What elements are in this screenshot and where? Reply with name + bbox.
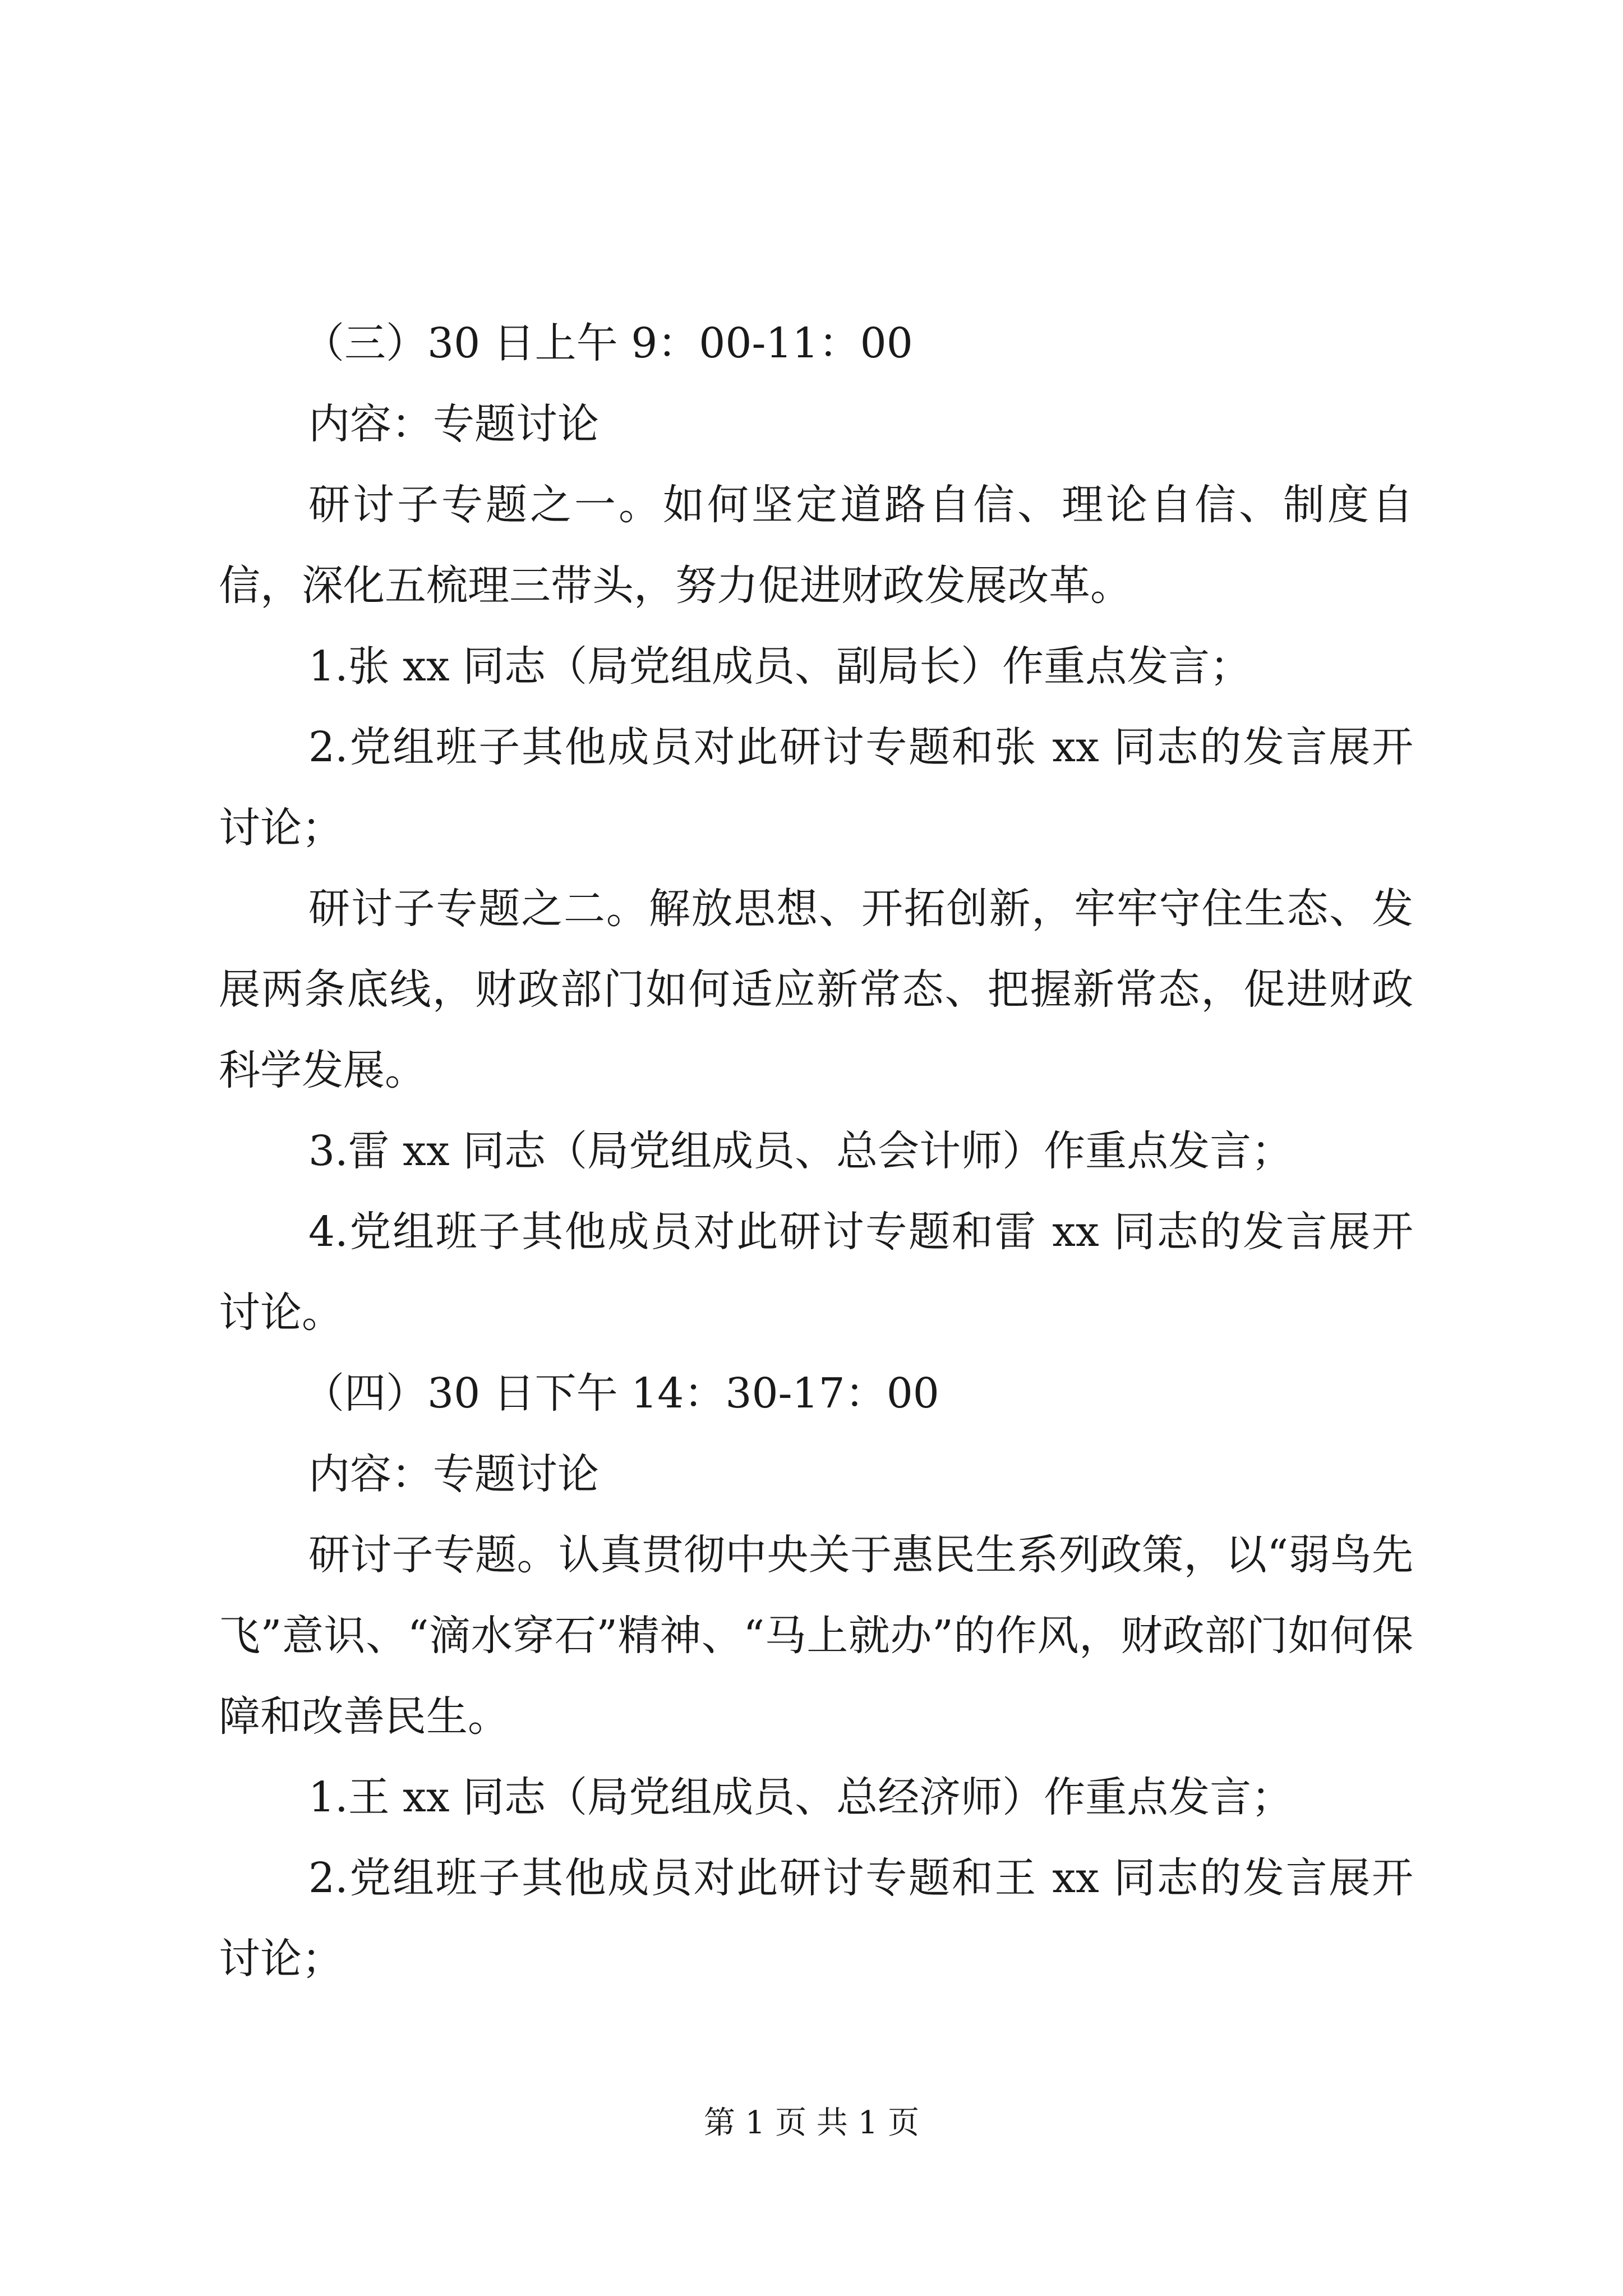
agenda-item: 3.雷 xx 同志（局党组成员、总会计师）作重点发言； bbox=[308, 1127, 1293, 1175]
section-heading-three: （三）30 日上午 9：00-11：00 bbox=[303, 319, 913, 367]
document-body bbox=[219, 303, 1413, 1999]
agenda-item: 4.党组班子其他成员对此研讨专题和雷 xx 同志的发言展开讨论。 bbox=[219, 1208, 1413, 1337]
agenda-item: 1.张 xx 同志（局党组成员、副局长）作重点发言； bbox=[308, 642, 1252, 691]
agenda-item: 2.党组班子其他成员对此研讨专题和张 xx 同志的发言展开讨论； bbox=[219, 723, 1413, 852]
subtopic: 研讨子专题。认真贯彻中央关于惠民生系列政策，以“弱鸟先飞”意识、“滴水穿石”精神、“马上就办”的作风，财政部门如何保障和改善民生。 bbox=[219, 1531, 1413, 1741]
section-heading-four: （四）30 日下午 14：30-17：00 bbox=[303, 1369, 939, 1418]
content-line: 内容：专题讨论 bbox=[308, 1450, 599, 1498]
agenda-item: 1.王 xx 同志（局党组成员、总经济师）作重点发言； bbox=[308, 1773, 1293, 1821]
subtopic-one: 研讨子专题之一。如何坚定道路自信、理论自信、制度自信，深化五梳理三带头，努力促进财政发展改革。 bbox=[219, 481, 1413, 610]
content-line: 内容：专题讨论 bbox=[308, 400, 599, 448]
agenda-item: 2.党组班子其他成员对此研讨专题和王 xx 同志的发言展开讨论； bbox=[219, 1854, 1413, 1983]
subtopic-two: 研讨子专题之二。解放思想、开拓创新，牢牢守住生态、发展两条底线，财政部门如何适应新常态、把握新常态，促进财政科学发展。 bbox=[219, 885, 1413, 1094]
page-footer: 第 1 页 共 1 页 bbox=[703, 2105, 920, 2141]
